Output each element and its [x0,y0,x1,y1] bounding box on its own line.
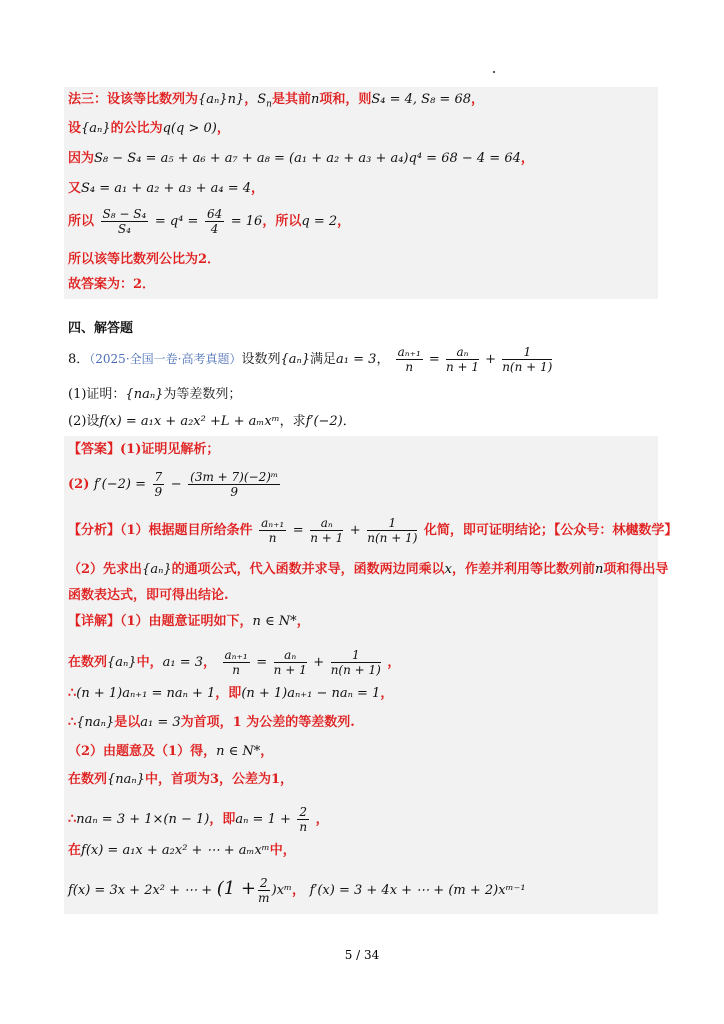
analysis-part1: 【分析】（1）根据题目所给条件 $\frac{\text{aₙ₊₁}}{n}$ = $\frac{\text{aₙ}}{n + 1}$ + $\frac{1}{n(n + 1)}$ 化简，即可证明结论；【公众号：林樾数学】 [68,516,678,545]
method3-line2: 设{aₙ}的公比为q(q > 0)， [68,121,230,136]
detail-line2: 在数列{aₙ}中，a₁ = 3， $\frac{\text{aₙ₊₁}}{n}$ = $\frac{\text{aₙ}}{n + 1}$ + $\frac{1}{n(n + 1)}$ ， [68,648,401,677]
method3-line6: 所以该等比数列公比为2． [68,252,221,267]
section-heading: 四、解答题 [68,321,134,336]
method3-line7: 故答案为：2． [68,277,156,292]
problem-part1: (1)证明：{naₙ}为等差数列； [68,387,242,402]
detail-line5: （2）由题意及（1）得，n ∈ N*， [68,744,274,759]
detail-line7: ∴naₙ = 3 + 1×(n − 1)，即aₙ = 1 + $\frac{2}{n}$ ， [68,805,329,834]
answer-part2: (2) f′(−2) = $\frac{7}{9}$ − $\frac{\text{(3m + 7)(−2)ᵐ}}{9}$ [68,470,279,499]
page-mark [493,71,495,73]
problem-part2: (2)设f(x) = a₁x + a₂x² +L + aₘxᵐ，求f′(−2)． [68,414,356,429]
analysis-part2: （2）先求出{aₙ}的通项公式，代入函数并求导，函数两边同乘以x，作差并利用等比数列前n项和得出导 [68,562,669,577]
detail-line4: ∴{naₙ}是以a₁ = 3为首项，1 为公差的等差数列. [68,715,355,730]
detail-line3: ∴(n + 1)aₙ₊₁ = naₙ + 1，即(n + 1)aₙ₊₁ − naₙ = 1， [68,686,394,701]
analysis-part2-cont: 函数表达式，即可得出结论. [68,588,229,603]
page-number: 5 / 34 [344,948,380,962]
detail-line6: 在数列{naₙ}中，首项为3，公差为1， [68,772,294,787]
method3-line3: 因为S₈ − S₄ = a₅ + a₆ + a₇ + a₈ = (a₁ + a₂ + a₃ + a₄)q⁴ = 68 − 4 = 64， [68,151,534,166]
method3-line4: 又S₄ = a₁ + a₂ + a₃ + a₄ = 4， [68,181,265,196]
method3-line5: 所以 $\frac{\text{S₈ − S₄}}{\text{S₄}}$ = q⁴ = $\frac{64}{4}$ = 16，所以q = 2， [68,207,351,236]
answer-part1: 【答案】(1)证明见解析； [68,442,220,457]
detail-line1: 【详解】（1）由题意证明如下，n ∈ N*， [68,614,310,629]
detail-line8: 在f(x) = a₁x + a₂x² + ⋯ + aₘxᵐ中， [68,843,296,858]
method3-line1: 法三：设该等比数列为{aₙ}n}，$S_n$是其前n项和，则S₄ = 4, S₈ = 68， [68,92,485,110]
problem-stem: 8．（2025·全国一卷·高考真题）设数列{aₙ}满足a₁ = 3， $\frac{\text{aₙ₊₁}}{n}$ = $\frac{\text{aₙ}}{n + 1}$ + $\frac{1}{n(n + 1)}$ [68,345,553,374]
detail-line9: f(x) = 3x + 2x² + ⋯ + (1 + $\frac{2}{m}$ )xᵐ， f′(x) = 3 + 4x + ⋯ + (m + 2)xᵐ⁻¹ [68,876,526,905]
